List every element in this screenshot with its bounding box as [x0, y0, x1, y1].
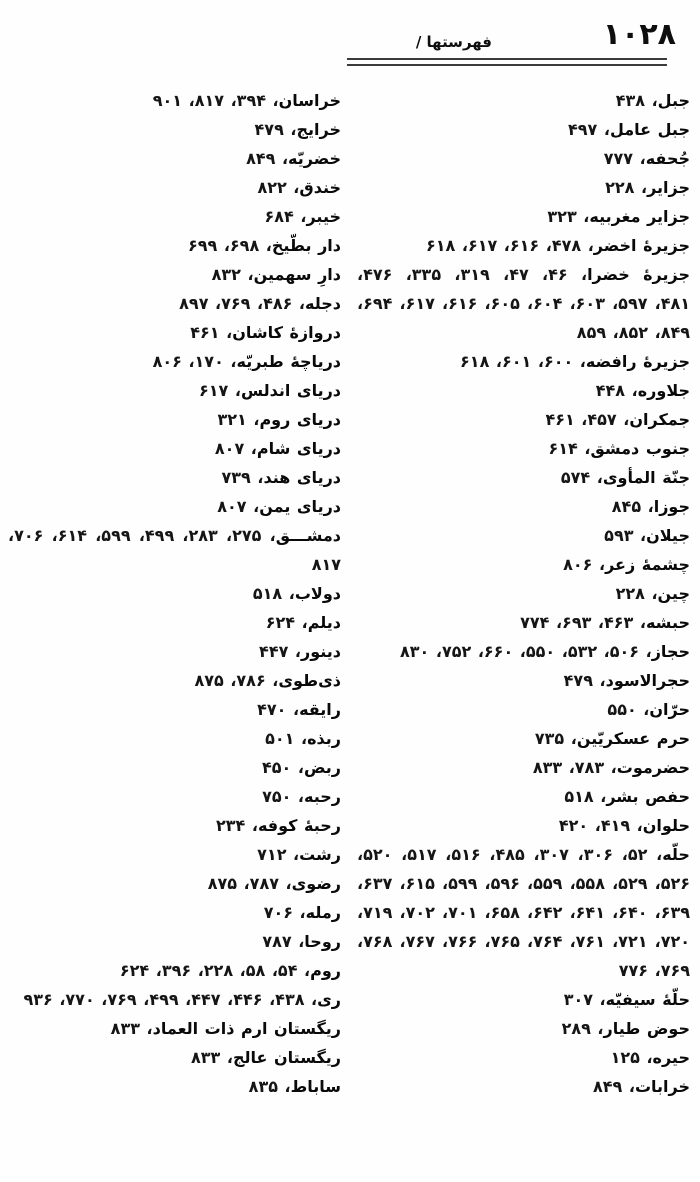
index-entry	[357, 260, 690, 347]
index-term: رمله	[305, 903, 341, 922]
index-term: روم	[310, 961, 341, 980]
index-page-numbers: ، ۷۸۶، ۸۷۵	[194, 671, 279, 690]
index-entry	[8, 985, 341, 1014]
index-entry	[8, 695, 341, 724]
index-term: جوزا	[653, 497, 690, 516]
index-term: جلاوره	[637, 381, 690, 400]
index-entry	[357, 666, 690, 695]
index-page-numbers: ، ۴۳۸	[615, 91, 658, 110]
header-double-rule	[347, 58, 667, 66]
index-entry	[8, 840, 341, 869]
index-entry	[8, 492, 341, 521]
index-term: رضوی	[291, 874, 341, 893]
index-term: ساباط	[290, 1077, 341, 1096]
index-page-numbers: ، ۸۰۶	[563, 555, 606, 574]
index-entry	[357, 782, 690, 811]
index-entry	[357, 840, 690, 985]
index-entry	[8, 173, 341, 202]
index-entry	[357, 492, 690, 521]
index-entry	[357, 1014, 690, 1043]
index-page-numbers: ، ۶۱۷	[199, 381, 241, 400]
index-term: ربض	[303, 758, 341, 777]
index-entry	[8, 115, 341, 144]
index-entry	[357, 637, 690, 666]
index-term: جنوب دمشق	[590, 439, 690, 458]
index-term: ذی‌طوی	[278, 671, 341, 690]
index-entry	[8, 289, 341, 318]
index-term: خضریّه	[288, 149, 341, 168]
index-entry	[8, 144, 341, 173]
index-page-numbers: ، ۴۹۷	[568, 120, 610, 139]
index-term: دریای اندلس	[240, 381, 341, 400]
index-term: جزیرهٔ خضرا	[587, 265, 691, 284]
index-entry	[357, 173, 690, 202]
index-term: ری	[317, 990, 341, 1009]
index-term: جزیرهٔ رافضه	[585, 352, 690, 371]
index-term: جُحفه	[645, 149, 690, 168]
index-page-numbers: ، ۴۷۹	[254, 120, 297, 139]
index-term: چشمهٔ زعر	[605, 555, 690, 574]
index-page-numbers: ، ۷۸۷	[262, 932, 305, 951]
index-columns	[8, 86, 690, 1101]
index-page-numbers: ، ۳۹۴، ۸۱۷، ۹۰۱	[152, 91, 279, 110]
index-page-numbers: ، ۲۳۴	[215, 816, 258, 835]
index-page-numbers: ، ۴۶۳، ۶۹۳، ۷۷۴	[520, 613, 646, 632]
index-term: دریاچهٔ طبریّه	[236, 352, 341, 371]
index-term: دریای روم	[259, 410, 341, 429]
index-term: حجرالاسود	[605, 671, 690, 690]
index-term: رحبهٔ کوفه	[257, 816, 341, 835]
index-page-numbers: ، ۸۲۲	[257, 178, 300, 197]
index-entry	[357, 985, 690, 1014]
index-page-numbers: ، ۸۳۵	[248, 1077, 291, 1096]
index-term: جزایر مغربیه	[589, 207, 690, 226]
index-page-numbers: ، ۴۷۸، ۶۱۶، ۶۱۷، ۶۱۸	[425, 236, 594, 255]
index-column-right	[357, 86, 690, 1101]
index-entry	[8, 434, 341, 463]
index-entry	[8, 260, 341, 289]
index-term: روحا	[304, 932, 341, 951]
index-page-numbers: ، ۵۹۳	[604, 526, 647, 545]
index-term: حرّان	[649, 700, 690, 719]
index-term: حفص بشر	[606, 787, 690, 806]
index-entry	[8, 898, 341, 927]
index-entry	[8, 869, 341, 898]
index-entry	[8, 405, 341, 434]
index-page-numbers: ، ۴۷۹	[563, 671, 606, 690]
index-entry	[357, 550, 690, 579]
index-term: جیلان	[646, 526, 690, 545]
index-term: ریگستان عالج	[232, 1048, 341, 1067]
index-page-numbers: ، ۷۸۳، ۸۳۳	[532, 758, 617, 777]
index-entry	[357, 579, 690, 608]
index-entry	[8, 724, 341, 753]
index-entry	[357, 202, 690, 231]
index-page-numbers: ، ۷۱۲	[257, 845, 300, 864]
index-page-numbers: ، ۳۰۷	[563, 990, 606, 1009]
index-term: حیره	[652, 1048, 690, 1067]
page-number: ۱۰۲۸	[602, 17, 676, 52]
index-term: دریای هند	[263, 468, 341, 487]
index-entry	[8, 666, 341, 695]
index-page-numbers: ، ۴۵۷، ۴۶۱	[545, 410, 630, 429]
index-term: حرم عسکریّین	[576, 729, 690, 748]
index-entry	[357, 463, 690, 492]
index-page-numbers: ، ۷۸۷، ۸۷۵	[207, 874, 292, 893]
index-term: دولاب	[294, 584, 341, 603]
index-page-numbers: ، ۵۱۸	[564, 787, 607, 806]
index-page-numbers: ، ۳۲۳	[547, 207, 590, 226]
index-page-numbers: ، ۸۰۷	[214, 439, 257, 458]
index-page-numbers: ، ۵۲، ۳۰۶، ۳۰۷، ۴۸۵، ۵۱۶، ۵۱۷، ۵۲۰، ۵۲۶، ۵۲۹، ۵۵۸، ۵۵۹، ۵۹۶، ۵۹۹، ۶۱۵، ۶۳۷، ۶۳۹، ۶۴۰، ۶۴۱، ۶۴۲، ۶۵۸، ۷۰۱، ۷۰۲، ۷۱۹، ۷۲۰، ۷۲۱، ۷۶۱، ۷۶۴، ۷۶۵، ۷۶۶، ۷۶۷، ۷۶۸، ۷۶۹، ۷۷۶	[357, 845, 690, 980]
index-term: جزیرهٔ اخضر	[593, 236, 690, 255]
index-page-numbers: ، ۲۲۸	[605, 178, 648, 197]
index-entry	[357, 753, 690, 782]
index-term: حبشه	[645, 613, 690, 632]
index-entry	[357, 115, 690, 144]
index-term: دار بطّیخ	[271, 236, 341, 255]
index-entry	[357, 1072, 690, 1101]
index-term: رایقه	[299, 700, 341, 719]
index-page-numbers: ، ۴۵۰	[262, 758, 304, 777]
index-entry	[8, 376, 341, 405]
index-page-numbers: ، ۲۷۵، ۲۸۳، ۴۹۹، ۵۹۹، ۶۱۴، ۷۰۶، ۸۱۷	[8, 526, 341, 574]
index-entry	[357, 405, 690, 434]
index-term: حلّه	[662, 845, 690, 864]
index-page-numbers: ، ۷۰۶	[263, 903, 306, 922]
index-term: حوض طیار	[603, 1019, 690, 1038]
index-page-numbers: ، ۸۳۲	[211, 265, 254, 284]
index-term: دینور	[301, 642, 341, 661]
index-page-numbers: ، ۶۲۴	[265, 613, 308, 632]
index-entry	[8, 753, 341, 782]
index-page-numbers: ، ۱۲۵	[610, 1048, 653, 1067]
index-page-numbers: ، ۵۷۴	[560, 468, 603, 487]
index-term: دریای شام	[256, 439, 341, 458]
index-entry	[357, 86, 690, 115]
index-term: جبل عامل	[609, 120, 690, 139]
index-page-numbers: ، ۴۶۱	[190, 323, 233, 342]
index-term: جبل	[657, 91, 690, 110]
index-entry	[357, 608, 690, 637]
index-entry	[357, 724, 690, 753]
index-entry	[8, 579, 341, 608]
index-page-numbers: ، ۷۳۵	[534, 729, 577, 748]
index-term: رشت	[299, 845, 341, 864]
index-entry	[8, 956, 341, 985]
index-term: رحبه	[304, 787, 341, 806]
index-page-numbers: ، ۲۸۹	[561, 1019, 604, 1038]
index-entry	[8, 1072, 341, 1101]
index-term: حجاز	[651, 642, 690, 661]
index-entry	[8, 608, 341, 637]
index-entry	[357, 231, 690, 260]
index-page-numbers: ، ۸۴۹	[246, 149, 289, 168]
index-term: خرایج	[296, 120, 341, 139]
index-entry	[8, 347, 341, 376]
index-entry	[8, 1014, 341, 1043]
index-term: خراسان	[278, 91, 341, 110]
index-entry	[8, 811, 341, 840]
index-page-numbers: ، ۸۳۳	[110, 1019, 153, 1038]
index-page-numbers: ، ۸۳۳	[191, 1048, 233, 1067]
index-page-numbers: ، ۶۸۴	[264, 207, 307, 226]
index-entry	[8, 318, 341, 347]
index-term: دیلم	[307, 613, 341, 632]
index-term: دجله	[305, 294, 341, 313]
index-page-numbers: ، ۵۰۶، ۵۳۲، ۵۵۰، ۶۶۰، ۷۵۲، ۸۳۰	[400, 642, 652, 661]
index-term: خیبر	[306, 207, 341, 226]
index-entry	[8, 202, 341, 231]
index-entry	[8, 521, 341, 579]
index-page-numbers: ، ۴۷۰	[257, 700, 300, 719]
index-entry	[8, 86, 341, 115]
index-term: حضرموت	[616, 758, 690, 777]
index-column-left	[8, 86, 341, 1101]
index-entry	[8, 782, 341, 811]
index-page-numbers: ، ۵۵۰	[607, 700, 650, 719]
index-term: دروازهٔ کاشان	[232, 323, 341, 342]
index-entry	[357, 811, 690, 840]
index-entry	[8, 637, 341, 666]
index-term: چین	[657, 584, 690, 603]
index-entry	[357, 695, 690, 724]
index-term: دریای یمن	[259, 497, 341, 516]
index-page-numbers: ، ۶۹۸، ۶۹۹	[187, 236, 272, 255]
index-entry	[357, 376, 690, 405]
index-entry	[8, 1043, 341, 1072]
index-page-numbers: ، ۸۴۵	[611, 497, 654, 516]
index-page-numbers: ، ۵۴، ۵۸، ۲۲۸، ۳۹۶، ۶۲۴	[119, 961, 311, 980]
index-page-numbers: ، ۶۰۰، ۶۰۱، ۶۱۸	[460, 352, 586, 371]
index-term: دمشـــق	[275, 526, 341, 545]
index-page-numbers: ، ۴۸۶، ۷۶۹، ۸۹۷	[179, 294, 306, 313]
index-term: جنّة المأوی	[602, 468, 690, 487]
index-page-numbers: ، ۳۲۱	[217, 410, 260, 429]
index-term: دارِ سهمین	[253, 265, 341, 284]
index-page-numbers: ، ۴۴۸	[595, 381, 638, 400]
index-page-numbers: ، ۷۷۷	[603, 149, 646, 168]
index-term: ربذه	[307, 729, 341, 748]
index-page-numbers: ، ۵۱۸	[252, 584, 295, 603]
index-page-numbers: ، ۵۰۱	[265, 729, 308, 748]
index-page-numbers: ، ۴۴۷	[259, 642, 301, 661]
index-page-numbers: ، ۲۲۸	[615, 584, 658, 603]
index-entry	[357, 144, 690, 173]
index-term: حلّهٔ سیفیّه	[605, 990, 690, 1009]
running-head-title: فهرستها /	[415, 33, 492, 51]
index-entry	[357, 1043, 690, 1072]
index-entry	[8, 231, 341, 260]
index-page-numbers: ، ۸۴۹	[592, 1077, 635, 1096]
index-term: ریگستان ارم ذات العماد	[152, 1019, 341, 1038]
index-term: جزایر	[647, 178, 690, 197]
index-term: جمکران	[629, 410, 690, 429]
index-page-numbers: ، ۴۳۸، ۴۴۶، ۴۴۷، ۴۹۹، ۷۶۹، ۷۷۰، ۹۳۶	[23, 990, 318, 1009]
index-page-numbers: ، ۶۱۴	[548, 439, 591, 458]
index-term: خرابات	[634, 1077, 690, 1096]
index-term: حلوان	[642, 816, 690, 835]
index-page-numbers: ، ۸۰۷	[217, 497, 260, 516]
index-entry	[8, 927, 341, 956]
index-entry	[357, 347, 690, 376]
index-entry	[8, 463, 341, 492]
index-page-numbers: ، ۷۳۹	[221, 468, 264, 487]
index-term: خندق	[299, 178, 341, 197]
index-page-numbers: ، ۷۵۰	[262, 787, 305, 806]
index-page-numbers: ، ۴۱۹، ۴۲۰	[558, 816, 643, 835]
index-entry	[357, 521, 690, 550]
index-page-numbers: ، ۱۷۰، ۸۰۶	[152, 352, 237, 371]
index-entry	[357, 434, 690, 463]
index-page-numbers: ، ۴۶، ۴۷، ۳۱۹، ۳۳۵، ۴۷۶، ۴۸۱، ۵۹۷، ۶۰۳، ۶۰۴، ۶۰۵، ۶۱۶، ۶۱۷، ۶۹۴، ۸۴۹، ۸۵۲، ۸۵۹	[357, 265, 690, 342]
